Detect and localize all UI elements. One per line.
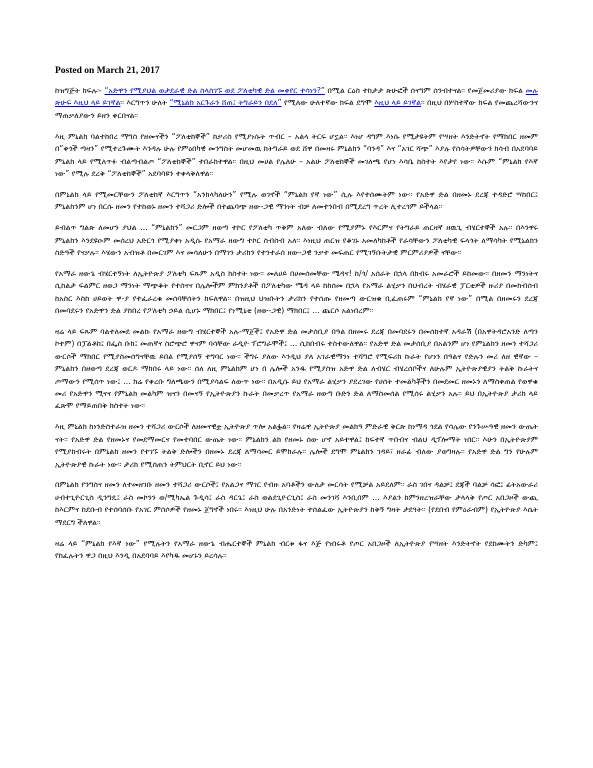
paragraph-text: የአማራ ዘውጌ ብሄርተኝነት ለኢትዮጵያ ፖለቲካ ፍጹም አዲስ ክስተት ነው፡፡ መለሀይ በሀመሰመቸው ሜዳና! ከ/ጎ/ አሰራት በኋላ በክብሩ አመራሮች ይከመው፡፡ በዘመን ማንነትና ሲከልታ ፍልምር ዘወጋ ማንነት ማጭቆት የተሰናና በሌሎችም ምክንያቶች በፖለቲካው ሜዳ ላይ ከከሰመ በኋላ የአማራ ልሂቃን በህብረት ብሄራዊ ፓርቲዎች ዙሪያ በመክብሰብ ከአስር እስከ ሀይወት ዋ-ያ የተፈራረቁ መሰባቸሰትን ከፍለዋል፡፡ በዝዚህ ህዝቡትን ታሪክን የተሰጡ የዘመጣ ውርዝቁ ቢፈጠሩም “ምኒልክ የኛ ነው” በሚል በዘመሩን ደረጃ በመባደሩን የአድዋን ድል ያከበረ የፖለቲካ ኃይል ሲሆኑ ማክበር፤ የነሚኒቲ (ዘው-ጋዊ) ማክበር፤ … ጨርሶ አልነበረም፡፡	[55, 268, 538, 316]
paragraph-text: የሚለው ሁለተኛው ክፍል ደግሞ	[281, 98, 375, 108]
article-link[interactable]: መሉ ጽሁፍ እዚህ ላይ ይገኛል	[55, 86, 539, 108]
paragraph	[55, 131, 538, 181]
article-link[interactable]: እዚህ ላይ ይገኛል	[374, 98, 422, 108]
paragraph-text: ይብልጥ ግልጽ ለመሆን ያህል … “ምኒልክን” መርጋም ዘወጣ ተኮር የፖለቲካ ጥቅም አለው ብለው የሚያምኑ የእርምና የትግራይ ጠርዛኛ ዘዉጊ ብሄርተኞች አሉ፡፡ በእንዋሩ ምኒልክን እንደዩዑም መሰረህ አድርጎ የሚያቀነ አዲሱ የአማራ ዘውግ ተኮር ስብስብ አለ፡፡ እነዚህ ጠርዝ የቆገኑ አመለካከቶች የራሳቸውን ፖለቲካዊ ፍላጎት ለማሳካት የሚኒልክን ስድዓች የናቃሉ፡፡ እሄውን አብዝቶ በመርገም እና መሳለሁን በማገን ታሪክን የተንተራሰ ዘው-ጋዊ ንቃተ መፍጠር የሚገኝቡትታዊ ምርምሪያዎች ናቸው፡፡	[55, 223, 538, 257]
paragraph-text: እዚ ምኒልክ ከነንድስተራዝ ዘመን ተሻጋሪ ውርሶች ለዘመናዊቷ ኢትዮጵያ ጥሎ አልፏል፡፡ የዛሬዋ ኢትዮጵያ መልክዓ ምድራዊ ቅርጽ ከነማዳ ጎደል የሳሌው የንጉሡዓዊ ዘመን ውጤት ናት፡፡ የአድዋ ድል የዘመኑና የመደማመርና የመተባበር ውጤት ነው፡፡ ምኒልክን ልክ የዘመኑ ሰው ሆኖ አይተዋል፤ ከፍተኛ ጥበብና ብልህ ዲፕሎማት ነበር፡፡ እሁን በኢትዮጵያም የሚያከብሩት በምኒልክ ዘመን የተገኙ ትልቅ ድሎችን በዘመኑ ደረጃ ለማሳመር ይሞክራሉ፡፡ ሌሎች ደግሞ ምኒልክን ገዳይ፣ ዘራፊ ብለው ያወግዛሉ፡፡ የአድዋ ድል ግን የሁሉም ኢትዮጵያዊ ኩራት ነው፡፡ ታሪክ የሚሰጠን ትምህርት ቢኖር ይህ ነው፡፡	[55, 422, 538, 469]
paragraph-text: በምኒልክ የንግስና ዘመን ለተመዘገቡ ዘመን ተሻጋሪ ውርሶች፤ የአልጋና ማገር የብዙ አባቶችን ውለታ መርሳት የሚቻል አይደለም፡፡ ራስ ገበና ዳልቻ፤ ደጃች ባልቻ ሳፎ፤ ፊትአውራሪ ሀብተጊዮርጊስ ዲንግዴ፤ ራስ መኮንን ወ/ሚካኤል ጉዲሳ፤ ራስ ዳርጌ፤ ራስ ወልደጊዮርጊስ፤ ራስ መንገሻ እንቢበም … እያልን ከምንዘረዝራቸው ታላላቅ የጦር አበጋዞች ውጪ ከእርምና ከደቡብ የተሰባሰቡ የአገር ምሰሶዎች የዘመኑ ጀግኖች ነበሩ፡፡ እነዚህ ሁሉ በአንድነት ተሰልፈው ኢትዮጵያን ከቅኝ ግዛት ታደጓት፡፡ (የደበብ የምዕራብም) የኢትዮጵያ እሴት ማደርግ ችለዋል፡፡	[55, 480, 538, 527]
paragraph	[55, 421, 538, 471]
paragraph-text: ፡፡ እርግጥን ሁለት	[120, 98, 170, 108]
paragraph	[55, 85, 538, 122]
paragraph	[55, 222, 538, 259]
paragraph	[55, 479, 538, 529]
posted-date: Posted on March 21, 2017	[55, 66, 160, 76]
paragraph-text: ዛሬ ላይ ፍጹም ባልተለመደ መልኩ የአማራ ዘውግ ብሄርተኞች አሉ-ማጀች፤ የአድዋ ድል መታሰቢያ በዓል በዘመሩ ደረጃ በመባደሩን በመሰከተኛ አዳራሽ (በአዋትዳሮአንድ ለጣን ኮተም) በፓልቶከ፤ በፌስ ቡክ፤ መጠኛና ስሮጭሮ ዋናም ባሳቸው ራዲዮ ፕሮግራሞች፤ … ሲከበብሩ ተስተውለዋል፡፡ የአድዋ ድል መታሰቢያ በአልንም ሆነ የምኒልክን ዘመን ተሻጋሪ ውርሶች ማክበር የሚያስመሰግናቸዉ ይበል የሚያሰኝ ተግባር ነው፡፡ ችግሩ ያለው እንዲህ ያለ አገራዊማንነ ተሻግሮ የሚፍሪክ ኩራት የሆነን በዓልና የድሉን መሪ ለዘ ዊኛው – ምኒልክን በዘወጣ ደረጃ ወርዶ ማክበሩ ላይ ነው፡፡ ሰለ ለዚ ምኒልክም ሆነ በ ሌሎች አንዱ የሚያስዝ አድዋ ድል ለብሄር ብሄረሰቦችና ለሁሉም ኢትዮጵያዊያን ትልቅ ኩራትና ጦማውን የሚሰጥ ነው፤ … ክሬ የቀረቡ ግለጫውን በሚያሳልፍ ለውጥ ነው፡፡ በአዲሱ ይህ የአማራ ልሂቃን ያደረገው የሀሰት ተመልካቾችን በመደመር ዘመኑን ለማስቀጠል የወዋቁ መሪ የአድዋን ሚናና የምኒልክ መልካም ዝናን በመናኝ የኢትዮጵያን ኩራት በመቃረጥ የአማራ ዘውግ ቡድን ድል ለማስመሰል የሚሰሩ ልሂቃን አሉ፡፡ ይህ በኢትዮጵያ ታሪክ ላይ ፈጽሞ የማይጠበቅ ክስተት ነው፡፡	[55, 327, 538, 411]
paragraph-text: ከዝግጅት ክፍሉ፡-	[55, 86, 105, 95]
paragraph-text: በሚል ርዕስ ተከታታ ጽሁፎች ሰናግም ሰንብተናል፡፡ የመጀመሪያው ክፍል	[324, 86, 526, 95]
article-body	[55, 85, 538, 562]
paragraph	[55, 189, 538, 214]
paragraph-text: ፡፡ በዚህ በሦስተኛው ክፍል የመጨረሻውንና ማጠቃለያውን ይዘን ቀርበናል፡፡	[55, 98, 539, 120]
article-link[interactable]: “አድዋን የሚያህል ወታደራዊ ድል ስላስገኙ ወደ ፖለቲካዊ ድል መቀየር ተሳነን?”	[104, 86, 325, 95]
paragraph-text: ዛሬ ላይ “ምኒልክ የእኛ ነው” የሚሉትን የአማራ ዘውጌ ብሔርተኞች ምኒልክ ብርቱ ፋና እጅ የነበሩቶ የጦር አበጋዞች ለኢትዮጵያ የሣዘት እንድትኖት የደከሙትን ድካም፤ የከፈሉትን ዋጋ በዚህ እንዲ በአደባባይ እየካዱ መሆኑን ይረሳሉ፡፡	[55, 538, 538, 560]
paragraph	[55, 538, 538, 563]
article-link[interactable]: “ሚኒልክ አርጉራን ሸጠ፤ ትግራይን በደለ”	[169, 98, 282, 108]
paragraph-text: በምኒልክ ላይ የሚመርቸውን ፖለቲከኛ እርግጥን “አንክላካለሁን” የሚሉ ወገኖች “ምኒልክ የኛ ነው” ሲሉ እየተሰሙትም ነው፡፡ የአድዋ ድል በዘመኑ ደረጃ ተዳድሮ ሣከበር፤ ምኒልክንም ሆነ በርሱ ዘመን የተከወኑ ዘመን ተሻጋሪ ድሎች በተጨባጭ ዘው-ጋዊ ማንነት ብቻ ለመተንበብ በሚደረግ ጥረት ሊተረጎም ይችላል፡፡	[55, 189, 538, 212]
paragraph	[55, 326, 538, 413]
paragraph	[55, 268, 538, 318]
paragraph-text: እዚ ምኒልክ ባልተከበረ ማግስ የዘመናችን “ፖለቲከኞች” ከቃሪስ የሚያነሱት ጥብር – አልላ ትርፍ ሆኗል፡፡ እነሆ ዳግም እነሱ የሚታዩትም የሣዘት እንድትኖት የማክበር ዘመም በ“ቀጎች ጣዛን” የሚተረጉሙት እንዳሉ ሁሉ የምዕበካዊ መንግስት መሆመዉ ከትግራይ ወደ ሸዋ በመዛሩ ምኒልክን “ባንዳ” እና “አገር ሻጭ” እያሉ የሰሳትዎቸውን ክሳብ በአደባባይ ምኒልክ ላይ የሚለጥፉ ብልጣብልጦ “ፖለቲከኞች” ተበራክተዋል፡፡ በዚህ መሀል የሌለሁ – አልሁ ፖለቲከኞች መገለጫ የሆነ እሳቤ ከስተት እየታየ ነው፡፡ እሱም “ምኒልክ የእኛ ነው” የሚሉ ደረቅ “ፖለቲከኞች” አደባባዩን ተቀላቅለዋል፡፡	[55, 131, 538, 178]
